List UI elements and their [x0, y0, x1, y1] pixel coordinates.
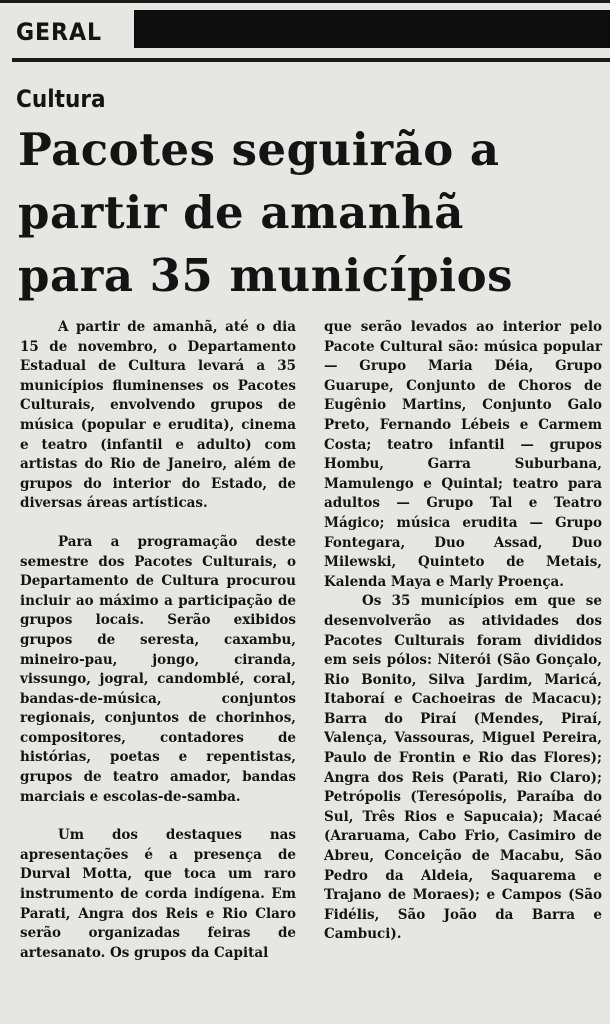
body-paragraph: A partir de amanhã, até o dia 15 de novembro, o Departamento Estadual de Cultura levará a 35 municípios fluminenses os Pacotes Culturais, envolvendo grupos de música (popular e erudita), cinema e teatro (infantil e adulto) com artistas do Rio de Janeiro, além de grupos do interior do Estado, de diversas áreas artísticas. — [20, 319, 296, 512]
body-paragraph: Os 35 municípios em que se desenvolverão as atividades dos Pacotes Culturais foram divididos em seis pólos: Niterói (São Gonçalo, Rio Bonito, Silva Jardim, Maricá, Itaboraí e Cachoeiras de Macacu); Barra do Piraí (Mendes, Piraí, Valença, Vassouras, Miguel Pereira, Paulo de Frontin e Rio das Flores); Angra dos Reis (Parati, Rio Claro); Petrópolis (Teresópolis, Paraíba do Sul, Três Rios e Sapucaia); Macaé (Araruama, Cabo Frio, Casimiro de Abreu, Conceição de Macabu, São Pedro da Aldeia, Saquarema e Trajano de Moraes); e Campos (São Fidélis, São João da Barra e Cambuci). — [324, 593, 602, 943]
body-paragraph: Um dos destaques nas apresentações é a presença de Durval Motta, que toca um raro instrumento de corda indígena. Em Parati, Angra dos Reis e Rio Claro serão organizadas feiras de artesanato. Os grupos da Capital — [20, 827, 296, 961]
headline-line: partir de amanhã — [18, 186, 464, 239]
body-column-right — [324, 318, 602, 945]
body-paragraph: que serão levados ao interior pelo Pacote Cultural são: música popular — Grupo Maria Déia, Grupo Guarupe, Conjunto de Choros de Eugênio Martins, Conjunto Galo Preto, Fernando Lébeis e Carmem Costa; teatro infantil — grupos Hombu, Garra Suburbana, Mamulengo e Quintal; teatro para adultos — Grupo Tal e Teatro Mágico; música erudita — Grupo Fontegara, Duo Assad, Duo Milewski, Quinteto de Metais, Kalenda Maya e Marly Proença. — [324, 319, 602, 590]
section-bar — [134, 10, 610, 48]
body-column-left — [20, 318, 296, 963]
section-label: GERAL — [16, 18, 102, 46]
body-paragraph: Para a programação deste semestre dos Pacotes Culturais, o Departamento de Cultura procurou incluir ao máximo a participação de grupos locais. Serão exibidos grupos de seresta, caxambu, mineiro-pau, jongo, ciranda, vissungo, jogral, candomblé, coral, bandas-de-música, conjuntos regionais, conjuntos de chorinhos, compositores, contadores de histórias, poetas e repentistas, grupos de teatro amador, bandas marciais e escolas-de-samba. — [20, 533, 296, 805]
top-rule — [0, 0, 610, 3]
headline-line: para 35 municípios — [18, 249, 513, 302]
headline — [18, 118, 608, 307]
article-kicker: Cultura — [16, 85, 106, 113]
section-rule — [12, 58, 610, 62]
headline-line: Pacotes seguirão a — [18, 123, 500, 176]
